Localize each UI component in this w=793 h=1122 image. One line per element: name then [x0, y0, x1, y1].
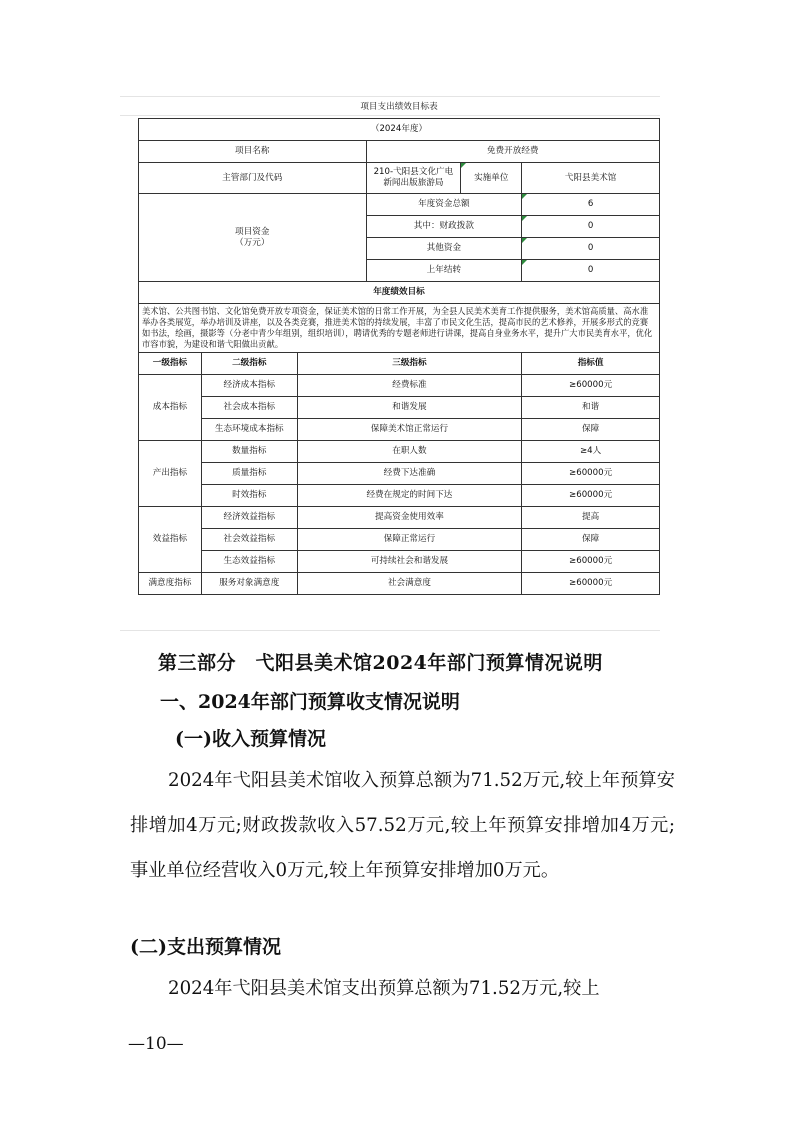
- impl-unit-value: 弋阳县美术馆: [522, 163, 660, 194]
- dept-label: 主管部门及代码: [139, 163, 367, 194]
- funds-label: 项目资金 （万元）: [139, 194, 367, 282]
- level3-cell: 可持续社会和谐发展: [297, 550, 522, 572]
- table-title: 项目支出绩效目标表: [360, 102, 438, 113]
- funds-row-value: 0: [522, 238, 660, 260]
- expense-paragraph: 2024年弋阳县美术馆支出预算总额为71.52万元,较上: [168, 978, 600, 999]
- funds-row-value: 0: [522, 260, 660, 282]
- impl-unit-label: 实施单位: [461, 163, 522, 194]
- project-name-label: 项目名称: [139, 141, 367, 163]
- subheading-expense: (二)支出预算情况: [130, 936, 281, 958]
- section-title: 第三部分 弋阳县美术馆2024年部门预算情况说明: [158, 652, 603, 674]
- level3-cell: 经费下达准确: [297, 462, 522, 484]
- col-header-level2: 二级指标: [201, 352, 297, 374]
- indicator-value: ≥60000元: [522, 484, 660, 506]
- page-number: —10—: [128, 1034, 184, 1054]
- level3-cell: 在职人数: [297, 440, 522, 462]
- project-name-value: 免费开放经费: [366, 141, 660, 163]
- indicator-value: ≥60000元: [522, 572, 660, 594]
- level3-cell: 经费在规定的时间下达: [297, 484, 522, 506]
- indicator-value: 提高: [522, 506, 660, 528]
- funds-row-value: 6: [522, 194, 660, 216]
- level3-cell: 和谐发展: [297, 396, 522, 418]
- level3-cell: 社会满意度: [297, 572, 522, 594]
- annual-goal-text: 美术馆、公共图书馆、文化馆免费开放专项资金，保证美术馆的日常工作开展，为全县人民美术美育工作提供服务，美术馆高质量、高水准举办各类展览，举办培训及讲座，以及各类竞赛，推进美术馆的持续发展，丰富了市民文化生活，提高市民的艺术修养，开展多形式的竞赛如书法，绘画，摄影等（分老中青少年组别，组织培训），聘请优秀的专题老师进行讲课，提高自身业务水平，提升广大市民美育水平，优化市容市貌，为建设和谐弋阳做出贡献。: [139, 304, 660, 353]
- level3-cell: 经费标准: [297, 374, 522, 396]
- dept-value: 210-弋阳县文化广电新闻出版旅游局: [366, 163, 461, 194]
- level3-cell: 保障正常运行: [297, 528, 522, 550]
- income-paragraph: 2024年弋阳县美术馆收入预算总额为71.52万元,较上年预算安排增加4万元;财政拨款收入57.52万元,较上年预算安排增加4万元;事业单位经营收入0万元,较上年预算安排增加0万元。: [130, 770, 675, 881]
- indicator-value: 和谐: [522, 396, 660, 418]
- performance-target-table: [138, 97, 660, 595]
- annual-goal-label: 年度绩效目标: [139, 282, 660, 304]
- level3-cell: 保障美术馆正常运行: [297, 418, 522, 440]
- col-header-level3: 三级指标: [297, 352, 522, 374]
- level1-cell: 成本指标: [139, 374, 202, 440]
- level2-cell: 时效指标: [201, 484, 297, 506]
- heading-budget-overview: 一、2024年部门预算收支情况说明: [160, 691, 460, 713]
- col-header-value: 指标值: [522, 352, 660, 374]
- col-header-level1: 一级指标: [139, 352, 202, 374]
- level1-cell: 产出指标: [139, 440, 202, 506]
- level2-cell: 生态环境成本指标: [201, 418, 297, 440]
- level2-cell: 服务对象满意度: [201, 572, 297, 594]
- indicator-value: ≥60000元: [522, 374, 660, 396]
- table-year: （2024年度）: [139, 119, 660, 141]
- level2-cell: 社会成本指标: [201, 396, 297, 418]
- funds-row-label: 其他资金: [366, 238, 522, 260]
- funds-row-label: 年度资金总额: [366, 194, 522, 216]
- funds-row-label: 其中：财政拨款: [366, 216, 522, 238]
- level2-cell: 数量指标: [201, 440, 297, 462]
- level2-cell: 经济效益指标: [201, 506, 297, 528]
- indicator-value: ≥60000元: [522, 462, 660, 484]
- level2-cell: 经济成本指标: [201, 374, 297, 396]
- funds-row-label: 上年结转: [366, 260, 522, 282]
- indicator-value: 保障: [522, 528, 660, 550]
- level1-cell: 满意度指标: [139, 572, 202, 594]
- level2-cell: 生态效益指标: [201, 550, 297, 572]
- level1-cell: 效益指标: [139, 506, 202, 572]
- indicator-value: ≥4人: [522, 440, 660, 462]
- indicator-value: ≥60000元: [522, 550, 660, 572]
- funds-row-value: 0: [522, 216, 660, 238]
- level2-cell: 质量指标: [201, 462, 297, 484]
- level2-cell: 社会效益指标: [201, 528, 297, 550]
- level3-cell: 提高资金使用效率: [297, 506, 522, 528]
- indicator-value: 保障: [522, 418, 660, 440]
- subheading-income: (一)收入预算情况: [175, 728, 326, 750]
